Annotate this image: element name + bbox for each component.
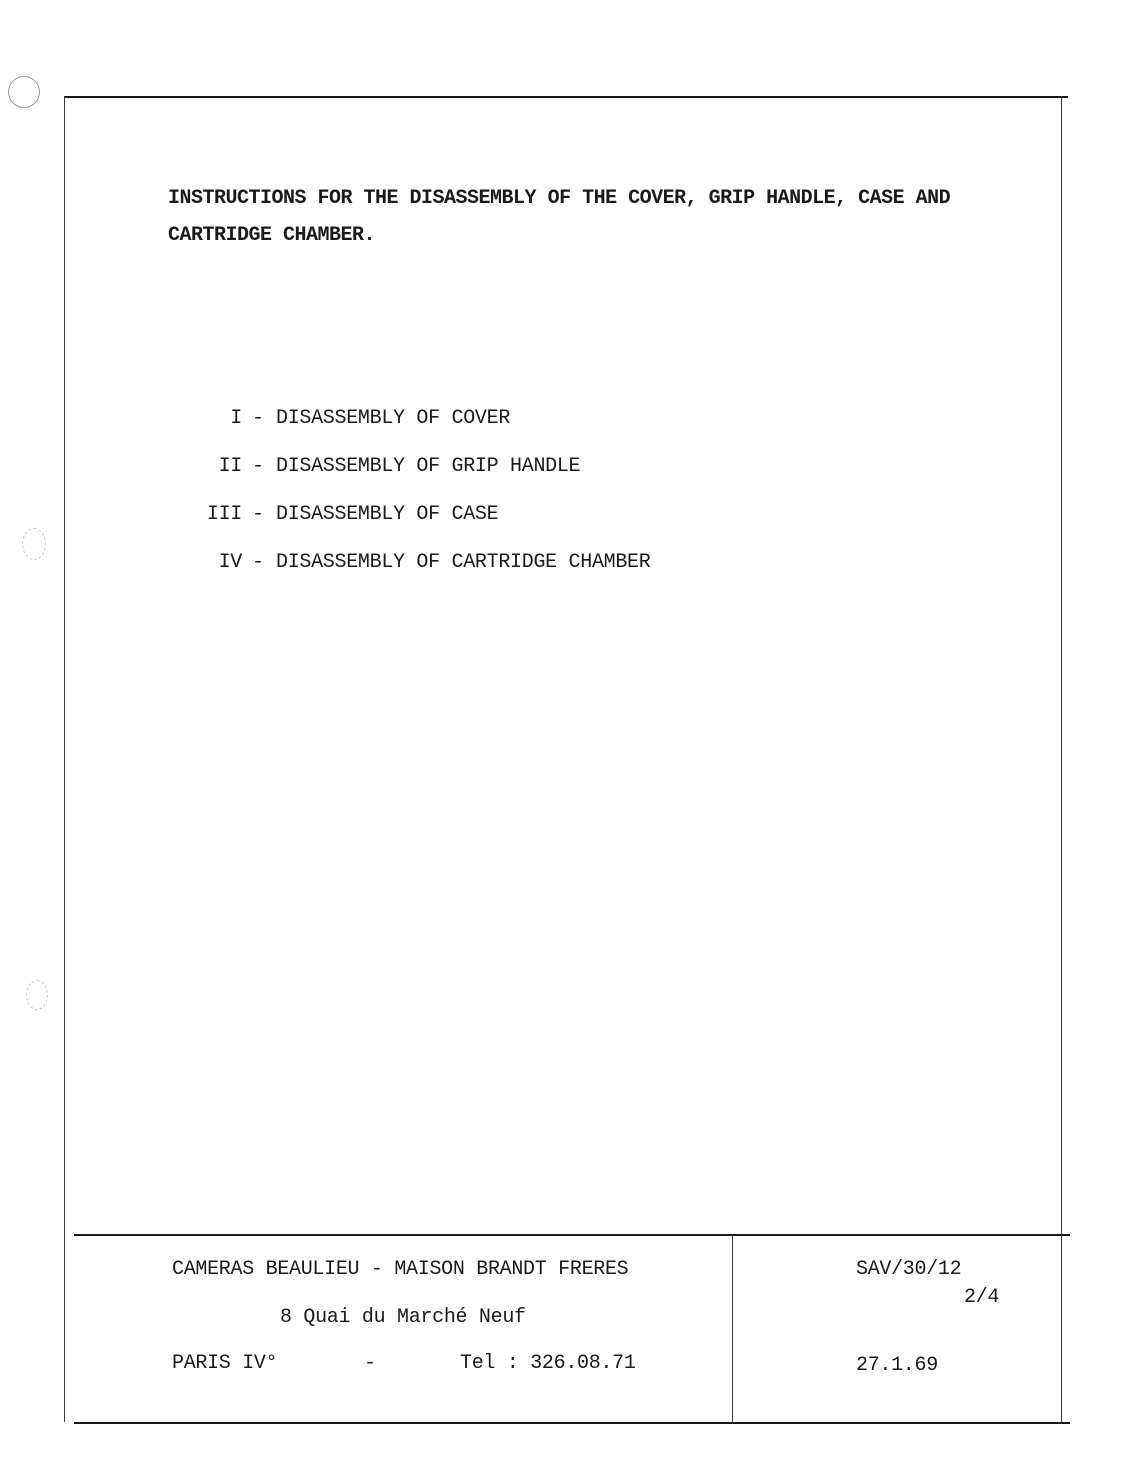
footer-company: CAMERAS BEAULIEU - MAISON BRANDT FRERES <box>172 1258 629 1281</box>
punch-hole <box>8 76 40 108</box>
frame-top-border <box>64 96 1068 98</box>
section-dash: - <box>252 406 264 430</box>
section-number: IV <box>218 550 242 574</box>
frame-left-border <box>64 96 65 1422</box>
footer-telephone: Tel : 326.08.71 <box>460 1352 636 1375</box>
section-label: DISASSEMBLY OF COVER <box>276 406 511 430</box>
footer-reference: SAV/30/12 <box>856 1258 962 1281</box>
footer-date: 27.1.69 <box>856 1354 938 1377</box>
section-number: III <box>206 502 242 526</box>
section-label: DISASSEMBLY OF GRIP HANDLE <box>276 454 581 478</box>
section-item <box>190 538 650 586</box>
footer-address: 8 Quai du Marché Neuf <box>280 1306 526 1329</box>
footer-page-number: 2/4 <box>964 1286 1000 1309</box>
section-number: II <box>218 454 242 478</box>
footer-divider <box>732 1236 733 1422</box>
section-item <box>190 442 650 490</box>
section-dash: - <box>252 502 264 526</box>
section-number: I <box>230 406 242 430</box>
section-list <box>190 394 650 586</box>
section-item <box>190 490 650 538</box>
document-title: INSTRUCTIONS FOR THE DISASSEMBLY OF THE COVER, GRIP HANDLE, CASE AND CARTRIDGE CHAMBER. <box>168 187 951 247</box>
section-dash: - <box>252 454 264 478</box>
footer-city: PARIS IV° <box>172 1352 278 1375</box>
section-dash: - <box>252 550 264 574</box>
footer-top-border <box>74 1234 1070 1236</box>
punch-hole <box>22 528 46 560</box>
section-item <box>190 394 650 442</box>
frame-right-border <box>1061 96 1062 1422</box>
footer-bottom-border <box>74 1422 1070 1424</box>
footer-separator: - <box>364 1352 376 1375</box>
punch-hole <box>26 980 48 1010</box>
section-label: DISASSEMBLY OF CASE <box>276 502 499 526</box>
section-label: DISASSEMBLY OF CARTRIDGE CHAMBER <box>276 550 651 574</box>
